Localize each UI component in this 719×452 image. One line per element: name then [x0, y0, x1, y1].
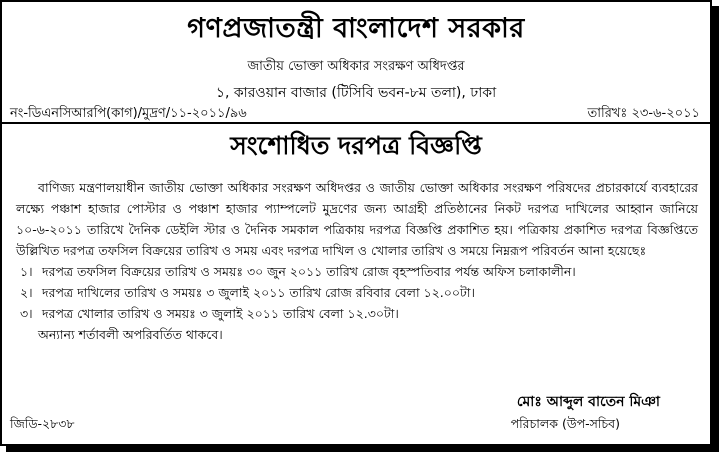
list-item	[16, 303, 698, 324]
notice-body	[16, 177, 698, 345]
list-item	[16, 282, 698, 303]
item-text: দরপত্র দাখিলের তারিখ ও সময়ঃ ৩ জুলাই ২০১১ তারিখ রোজ রবিবার বেলা ১২.০০টা।	[42, 285, 475, 300]
government-title: গণপ্রজাতন্ত্রী বাংলাদেশ সরকার	[187, 13, 525, 44]
item-number: ২।	[20, 285, 33, 300]
notice-title: সংশোধিত দরপত্র বিজ্ঞপ্তি	[230, 131, 482, 160]
list-item	[16, 261, 698, 282]
notice-date: তারিখঃ ২৩-৬-২০১১	[587, 106, 700, 121]
header-divider	[2, 122, 710, 124]
signatory-designation: পরিচালক (উপ-সচিব)	[510, 416, 620, 431]
body-paragraph: বাণিজ্য মন্ত্রণালয়াধীন জাতীয় ভোক্তা অধিকার সংরক্ষণ অধিদপ্তর ও জাতীয় ভোক্তা অধিকার সংরক্ষণ পরিষদের প্রচারকার্যে ব্যবহারের লক্ষ্যে পঞ্চাশ হাজার পোস্টার ও পঞ্চাশ হাজার প্যাম্পলেট মুদ্রণের জন্য আগ্রহী প্রতিষ্ঠানের নিকট দরপত্র দাখিলের আহ্বান জানিয়ে ১০-৬-২০১১ তারিখে দৈনিক ডেইলি স্টার ও দৈনিক সমকাল পত্রিকায় দরপত্র বিজ্ঞপ্তি প্রকাশিত হয়। পত্রিকায় প্রকাশিত দরপত্র বিজ্ঞপ্তিতে উল্লিখিত দরপত্র তফসিল বিক্রয়ের তারিখ ও সময় এবং দরপত্র দাখিল ও খোলার তারিখ ও সময়ে নিম্নরূপ পরিবর্তন আনা হয়েছেঃ	[16, 180, 698, 258]
department-name: জাতীয় ভোক্তা অধিকার সংরক্ষণ অধিদপ্তর	[247, 59, 465, 74]
gd-number: জিডি-২৮৩৮	[10, 416, 75, 431]
item-number: ১।	[20, 264, 33, 279]
page-shadow-bottom	[6, 446, 719, 452]
item-text: দরপত্র তফসিল বিক্রয়ের তারিখ ও সময়ঃ ৩০ জুন ২০১১ তারিখ রোজ বৃহস্পতিবার পর্যন্ত অফিস চলাকালীন।	[42, 264, 576, 279]
reference-number: নং-ডিএনসিআরপি(কাগ)/মুদ্রণ/১১-২০১১/৯৬	[10, 106, 247, 121]
item-text: দরপত্র খোলার তারিখ ও সময়ঃ ৩ জুলাই ২০১১ তারিখ বেলা ১২.৩০টা।	[42, 306, 399, 321]
signatory-name: মোঃ আব্দুল বাতেন মিঞা	[516, 394, 660, 410]
office-address: ১, কারওয়ান বাজার (টিসিবি ভবন-৮ম তলা), ঢাকা	[215, 85, 497, 101]
page-shadow-right	[712, 6, 719, 452]
closing-line: অন্যান্য শর্তাবলী অপরিবর্তিত থাকবে।	[38, 327, 223, 342]
item-number: ৩।	[20, 306, 33, 321]
